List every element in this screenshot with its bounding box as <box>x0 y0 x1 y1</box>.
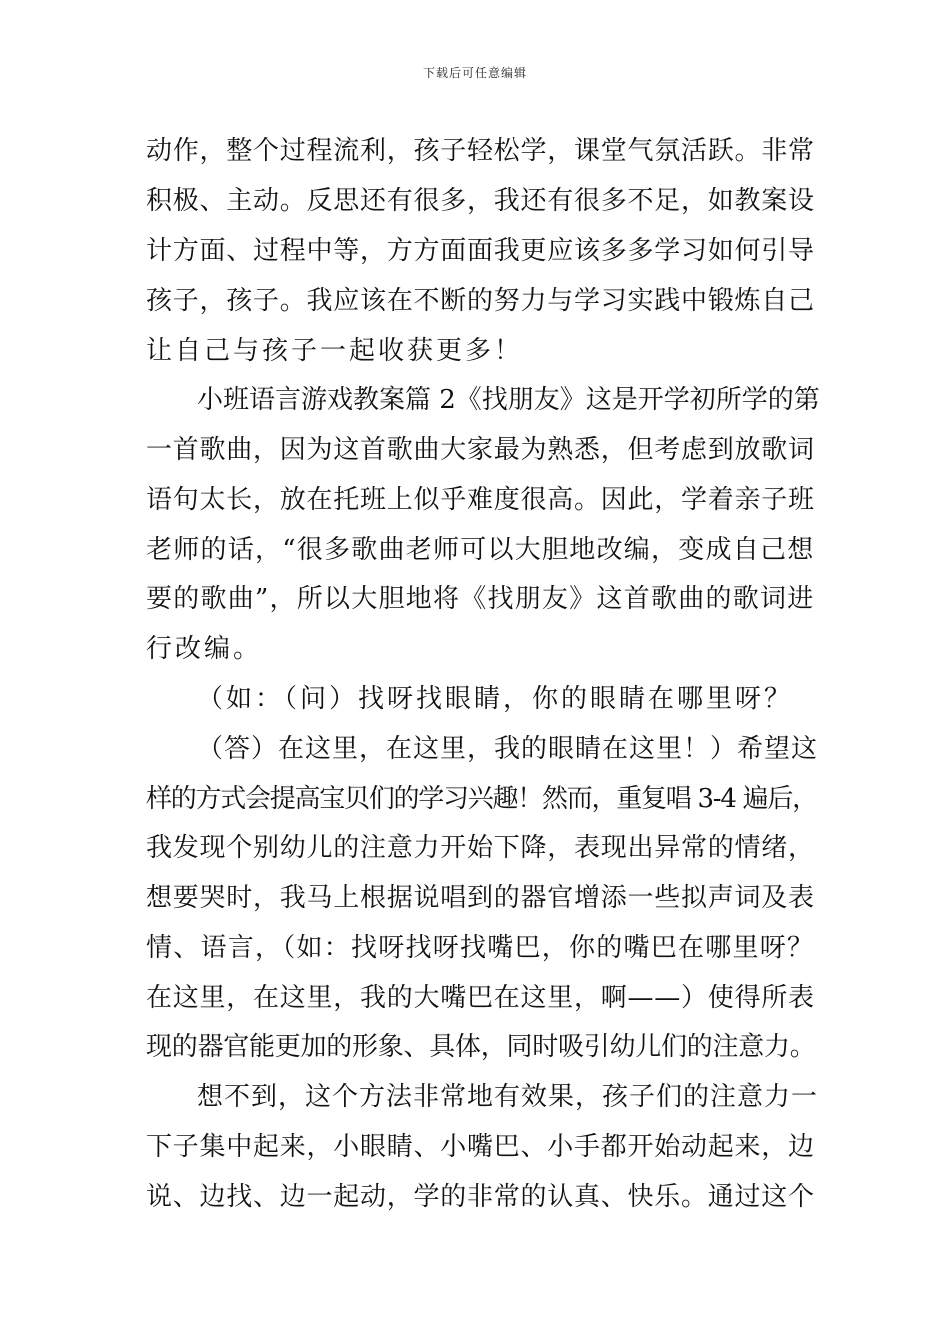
body-line-2: 积极、主动。反思还有很多，我还有很多不足，如教案设 <box>146 186 815 216</box>
body-line-4: 孩子，孩子。我应该在不断的努力与学习实践中锻炼自己 <box>146 286 815 316</box>
body-line-11: 行改编。 <box>146 634 263 664</box>
body-line-15: 我发现个别幼儿的注意力开始下降，表现出异常的情绪， <box>146 833 815 863</box>
body-line-7: 一首歌曲，因为这首歌曲大家最为熟悉，但考虑到放歌词 <box>146 435 815 465</box>
body-line-3: 计方面、过程中等，方方面面我更应该多多学习如何引导 <box>146 236 815 266</box>
body-line-14: 样的方式会提高宝贝们的学习兴趣！然而，重复唱 3-4 遍后， <box>146 784 817 814</box>
body-line-21: 下子集中起来，小眼睛、小嘴巴、小手都开始动起来，边 <box>146 1132 815 1162</box>
body-line-5: 让自己与孩子一起收获更多！ <box>146 336 524 366</box>
page-header-note: 下载后可任意编辑 <box>422 66 527 80</box>
body-line-10: 要的歌曲”，所以大胆地将《找朋友》这首歌曲的歌词进 <box>146 584 815 614</box>
body-line-17: 情、语言，（如：找呀找呀找嘴巴，你的嘴巴在哪里呀？ <box>146 933 815 963</box>
body-line-9: 老师的话，“很多歌曲老师可以大胆地改编，变成自己想 <box>146 535 815 565</box>
body-line-22: 说、边找、边一起动，学的非常的认真、快乐。通过这个 <box>146 1182 815 1212</box>
body-line-16: 想要哭时，我马上根据说唱到的器官增添一些拟声词及表 <box>146 883 815 913</box>
body-line-12: （如：（问）找呀找眼睛，你的眼睛在哪里呀？ <box>197 684 794 714</box>
body-line-13: （答）在这里，在这里，我的眼睛在这里！）希望这 <box>197 734 819 764</box>
body-line-8: 语句太长，放在托班上似乎难度很高。因此，学着亲子班 <box>146 485 815 515</box>
body-line-20: 想不到，这个方法非常地有效果，孩子们的注意力一 <box>197 1082 819 1112</box>
body-line-18: 在这里，在这里，我的大嘴巴在这里，啊——）使得所表 <box>146 983 815 1013</box>
body-line-1: 动作，整个过程流利，孩子轻松学，课堂气氛活跃。非常 <box>146 136 815 166</box>
body-line-6: 小班语言游戏教案篇 2《找朋友》这是开学初所学的第 <box>197 385 820 415</box>
body-line-19: 现的器官能更加的形象、具体，同时吸引幼儿们的注意力。 <box>146 1032 816 1062</box>
